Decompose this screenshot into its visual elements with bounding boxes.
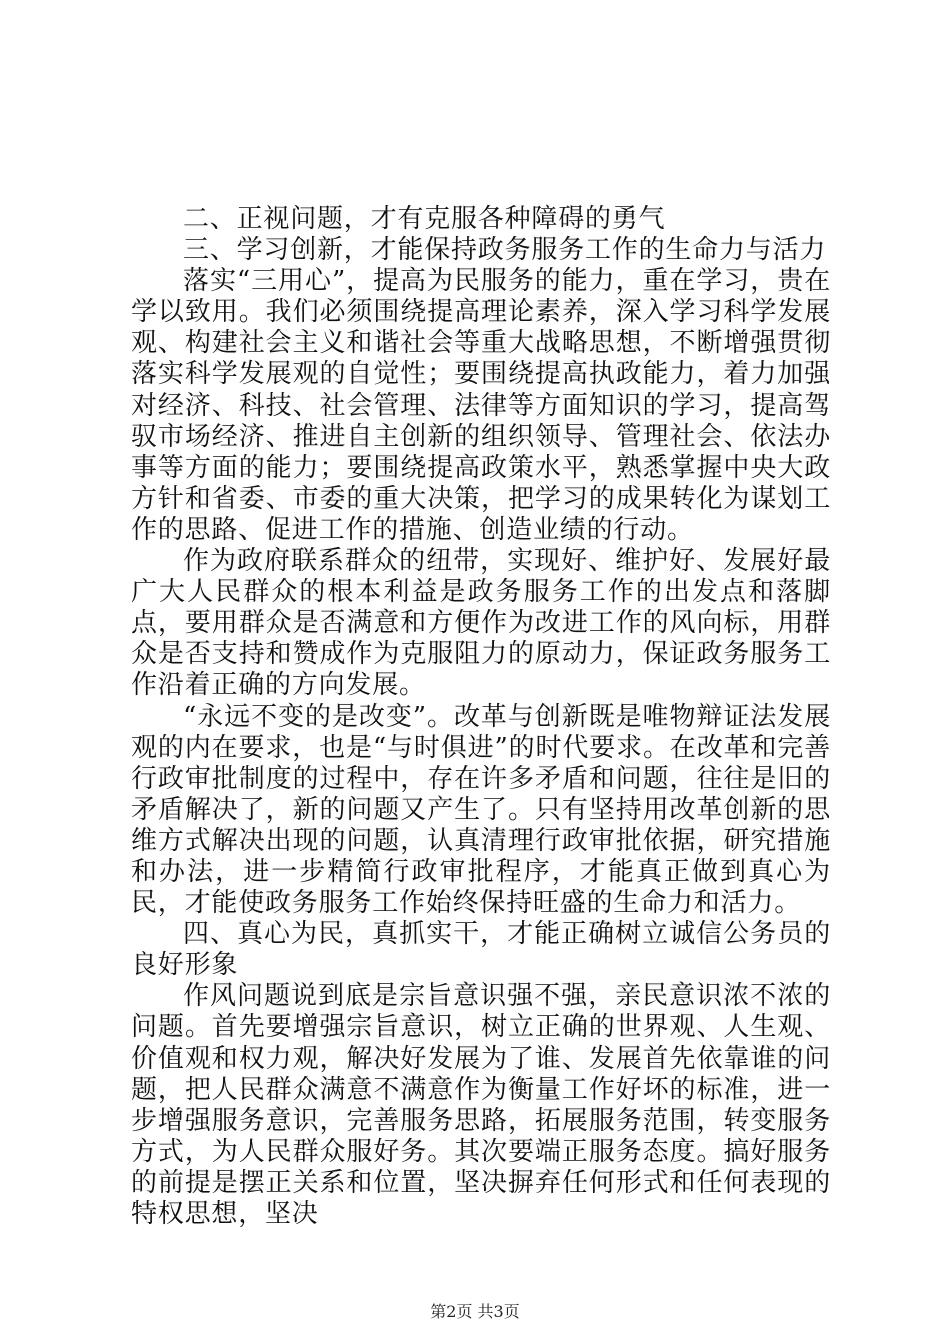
body-paragraph: 作为政府联系群众的纽带，实现好、维护好、发展好最广大人民群众的根本利益是政务服务工作的出发点和落脚点，要用群众是否满意和方便作为改进工作的风向标，用群众是否支持和赞成作为克服阻力的原动力，保证政务服务工作沿着正确的方向发展。 [131,546,831,701]
section-heading-2: 二、正视问题，才有克服各种障碍的勇气 [183,204,666,234]
body-paragraph: 作风问题说到底是宗旨意识强不强，亲民意识浓不浓的问题。首先要增强宗旨意识，树立正确的世界观、人生观、价值观和权力观，解决好发展为了谁、发展首先依靠谁的问题，把人民群众满意不满意作为衡量工作好坏的标准，进一步增强服务意识，完善服务思路，拓展服务范围，转变服务方式，为人民群众服好务。其次要端正服务态度。搞好服务的前提是摆正关系和位置，坚决摒弃任何形式和任何表现的特权思想，坚决 [131,981,831,1229]
body-paragraph: “永远不变的是改变”。改革与创新既是唯物辩证法发展观的内在要求，也是“与时俱进”的时代要求。在改革和完善行政审批制度的过程中，存在许多矛盾和问题，往往是旧的矛盾解决了，新的问题又产生了。只有坚持用改革创新的思维方式解决出现的问题，认真清理行政审批依据，研究措施和办法，进一步精简行政审批程序，才能真正做到真心为民，才能使政务服务工作始终保持旺盛的生命力和活力。 [131,701,831,919]
document-body [131,204,831,1230]
body-paragraph: 落实“三用心”，提高为民服务的能力，重在学习，贵在学以致用。我们必须围绕提高理论素养，深入学习科学发展观、构建社会主义和谐社会等重大战略思想，不断增强贯彻落实科学发展观的自觉性；要围绕提高执政能力，着力加强对经济、科技、社会管理、法律等方面知识的学习，提高驾驭市场经济、推进自主创新的组织领导、管理社会、依法办事等方面的能力；要围绕提高政策水平，熟悉掌握中央大政方针和省委、市委的重大决策，把学习的成果转化为谋划工作的思路、促进工作的措施、创造业绩的行动。 [131,266,831,545]
section-heading-4: 四、真心为民，真抓实干，才能正确树立诚信公务员的良好形象 [131,919,831,981]
section-heading-3: 三、学习创新，才能保持政务服务工作的生命力与活力 [183,235,827,266]
page-number-footer: 第2页 共3页 [430,1302,520,1321]
